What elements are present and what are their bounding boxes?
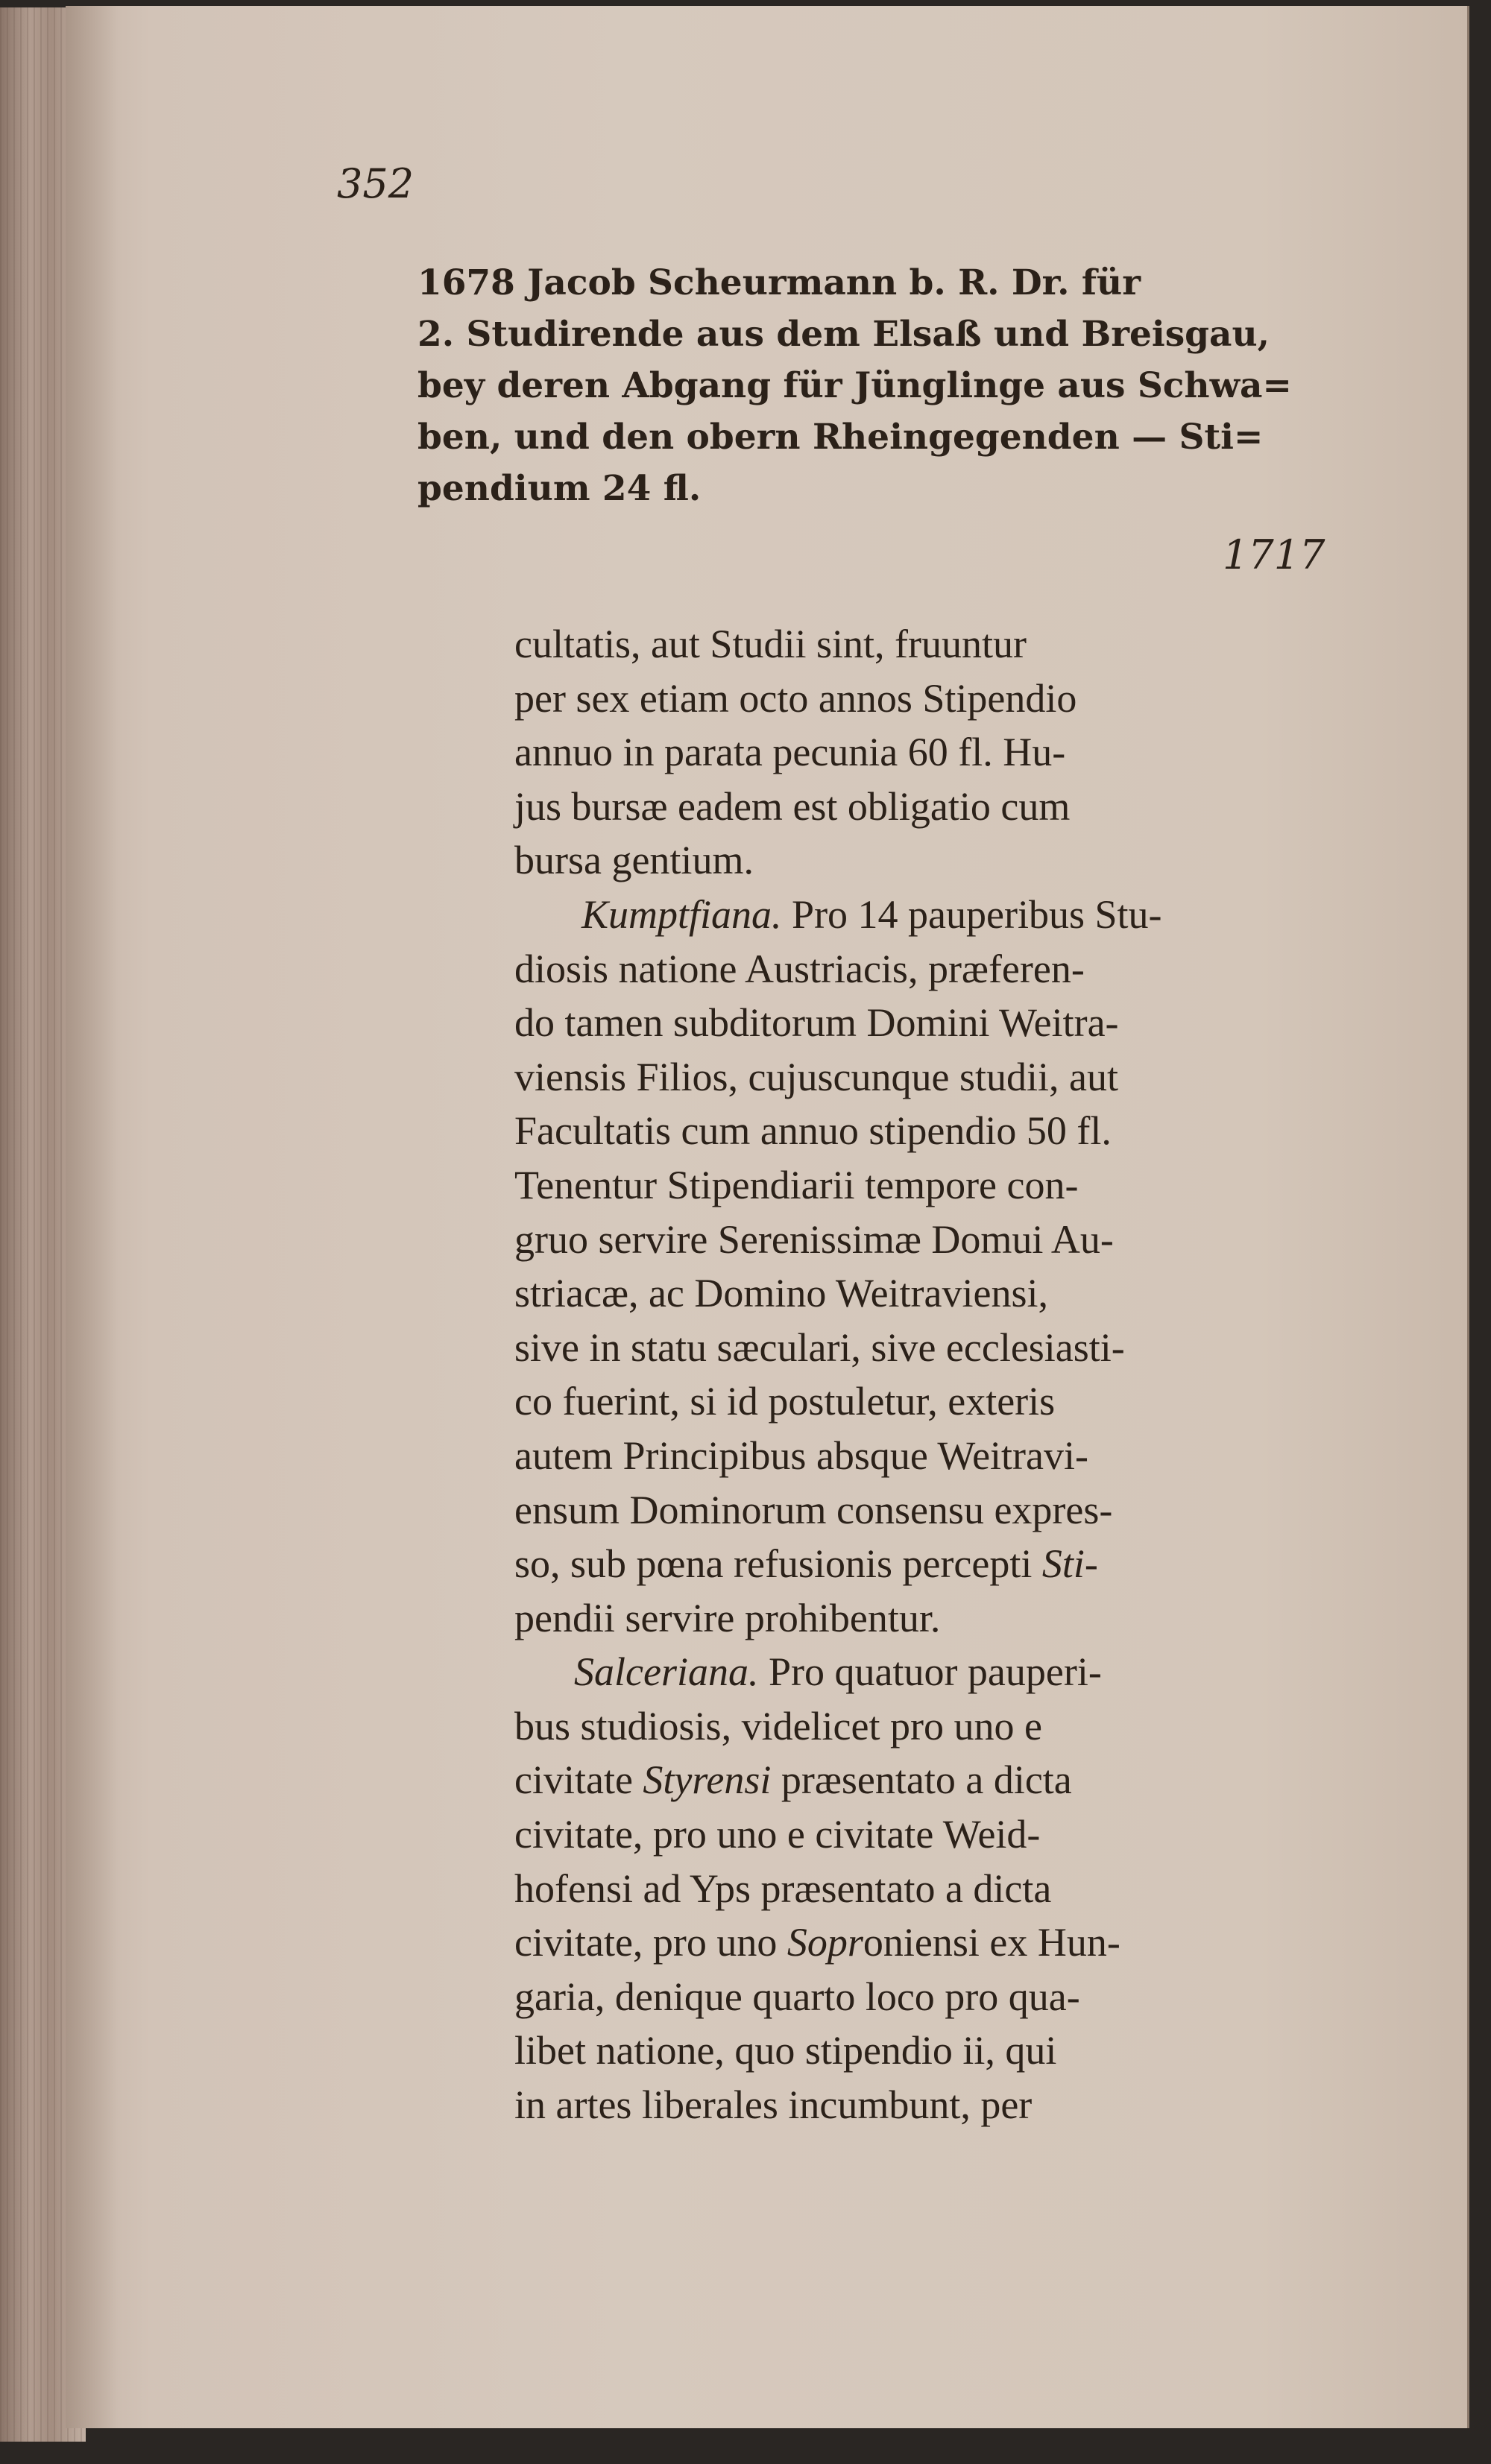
latin-line-mixed bbox=[514, 1915, 1409, 1970]
latin-line: Facultatis cum annuo stipendio 50 fl. bbox=[514, 1108, 1112, 1154]
latin-line: garia, denique quarto loco pro qua- bbox=[514, 1974, 1080, 2019]
latin-line: striacæ, ac Domino Weitraviensi, bbox=[514, 1271, 1048, 1316]
latin-text bbox=[514, 617, 1409, 2132]
german-line: ben, und den obern Rheingegenden — Sti= bbox=[417, 417, 1264, 458]
latin-line: jus bursæ eadem est obligatio cum bbox=[514, 783, 1071, 829]
latin-line: bursa gentium. bbox=[514, 838, 754, 883]
latin-line: sive in statu sæculari, sive ecclesiasti- bbox=[514, 1324, 1125, 1370]
latin-line: cultatis, aut Studii sint, fruuntur bbox=[514, 622, 1027, 666]
latin-line-mixed bbox=[514, 1753, 1409, 1807]
latin-line: Tenentur Stipendiarii tempore con- bbox=[514, 1162, 1079, 1207]
german-entry bbox=[417, 257, 1409, 514]
gutter-shadow bbox=[66, 6, 118, 2428]
latin-line: hofensi ad Yps præsentato a dicta bbox=[514, 1866, 1052, 1911]
latin-line: co fuerint, si id postuletur, exteris bbox=[514, 1379, 1056, 1424]
latin-line: autem Principibus absque Weitravi- bbox=[514, 1432, 1088, 1478]
latin-line: Pro 14 pauperibus Stu- bbox=[781, 891, 1162, 937]
page-number: 352 bbox=[337, 160, 414, 207]
latin-italic-word: Styrensi bbox=[643, 1757, 772, 1803]
german-line: bey deren Abgang für Jünglinge aus Schwa= bbox=[417, 365, 1292, 406]
latin-line: diosis natione Austriacis, præferen- bbox=[514, 946, 1085, 991]
latin-line: bus studiosis, videlicet pro uno e bbox=[514, 1703, 1042, 1749]
latin-segment: civitate bbox=[514, 1757, 643, 1803]
paragraph-salceriana bbox=[514, 1645, 1409, 1699]
latin-line: libet natione, quo stipendio ii, qui bbox=[514, 2028, 1057, 2073]
latin-segment: præsentato a dicta bbox=[771, 1757, 1072, 1803]
german-line: 2. Studirende aus dem Elsaß und Breisgau, bbox=[417, 314, 1270, 355]
latin-line-mixed bbox=[514, 1537, 1409, 1591]
latin-line: do tamen subditorum Domini Weitra- bbox=[514, 1000, 1119, 1046]
catchword: 1717 bbox=[1223, 531, 1325, 578]
german-line: pendium 24 fl. bbox=[417, 468, 702, 509]
latin-segment: oniensi ex Hun- bbox=[863, 1920, 1120, 1965]
latin-line: Pro quatuor pauperi- bbox=[758, 1649, 1102, 1695]
latin-line: viensis Filios, cujuscunque studii, aut bbox=[514, 1054, 1118, 1099]
latin-line: pendii servire prohibentur. bbox=[514, 1595, 941, 1640]
heading-salceriana: Salceriana. bbox=[574, 1649, 759, 1695]
paragraph-kumptfiana bbox=[514, 888, 1409, 942]
latin-line: ensum Dominorum consensu expres- bbox=[514, 1487, 1113, 1532]
latin-line: annuo in parata pecunia 60 fl. Hu- bbox=[514, 730, 1066, 775]
latin-italic-word: Sti- bbox=[1041, 1541, 1098, 1587]
latin-italic-word: Sopr bbox=[787, 1920, 863, 1965]
latin-line: in artes liberales incumbunt, per bbox=[514, 2082, 1033, 2128]
latin-line: gruo servire Serenissimæ Domui Au- bbox=[514, 1216, 1114, 1262]
latin-segment: so, sub pœna refusionis percepti bbox=[514, 1541, 1042, 1587]
latin-segment: civitate, pro uno bbox=[514, 1920, 787, 1965]
german-line: 1678 Jacob Scheurmann b. R. Dr. für bbox=[417, 262, 1141, 303]
latin-line: civitate, pro uno e civitate Weid- bbox=[514, 1812, 1041, 1857]
heading-kumptfiana: Kumptfiana. bbox=[581, 891, 782, 937]
latin-line: per sex etiam octo annos Stipendio bbox=[514, 675, 1077, 721]
